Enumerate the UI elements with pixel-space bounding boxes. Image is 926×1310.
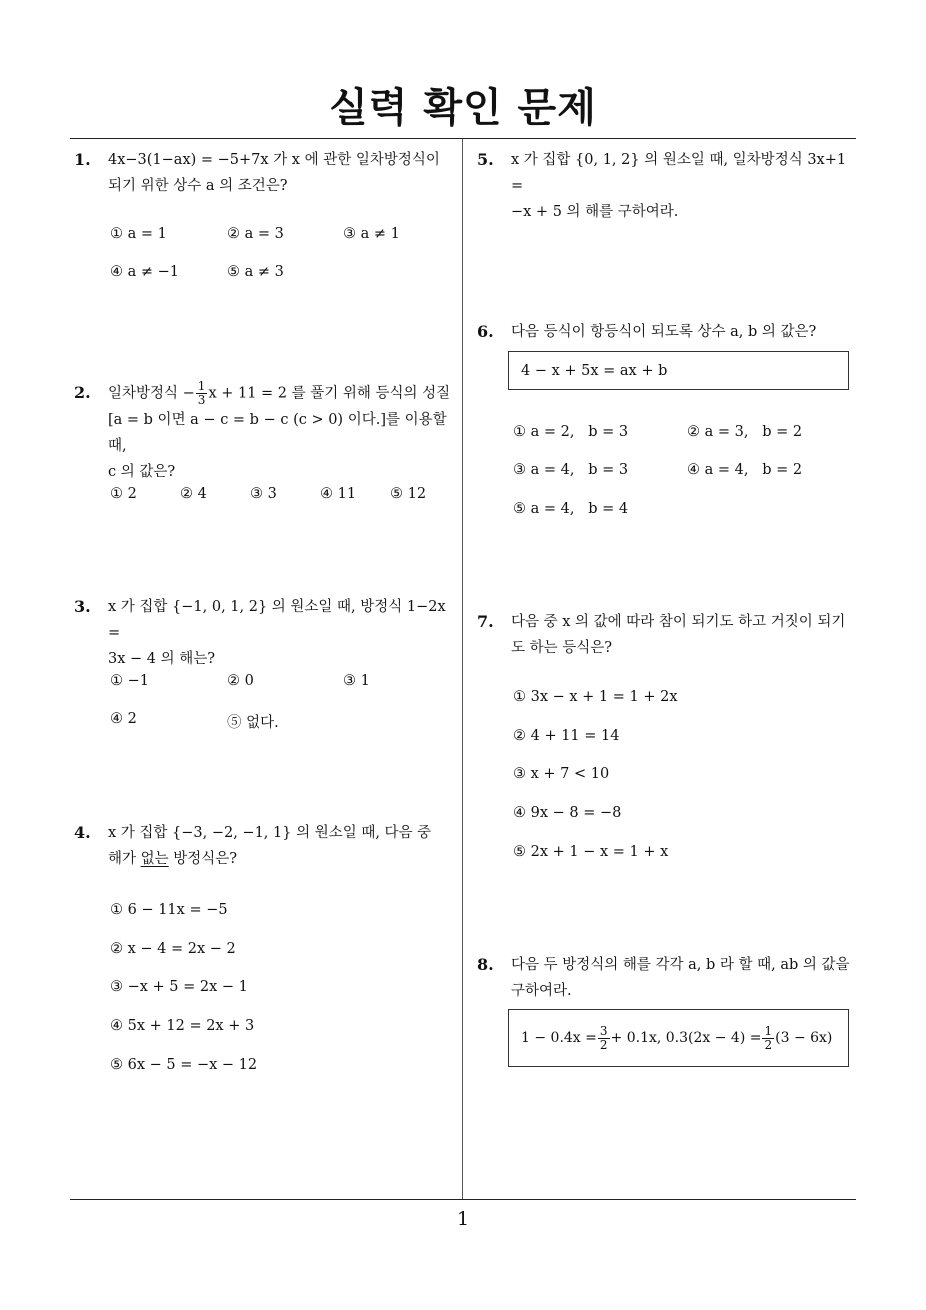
option-1[interactable]: ① 3x − x + 1 = 1 + 2x (513, 689, 678, 705)
option-2[interactable]: ② a = 3, b = 2 (687, 424, 803, 440)
option-3[interactable]: ③ 3 (250, 486, 277, 502)
question-text: 4x−3(1−ax) = −5+7x 가 x 에 관한 일차방정식이 (108, 152, 440, 168)
option-5[interactable]: ⑤ a = 4, b = 4 (513, 501, 629, 517)
column-divider (462, 139, 463, 1199)
question-3 (74, 594, 458, 667)
question-text: 다음 두 방정식의 해를 각각 a, b 라 할 때, ab 의 값을 (511, 957, 850, 973)
question-number: 2. (74, 383, 91, 402)
option-2[interactable]: ② 4 + 11 = 14 (513, 728, 620, 744)
question-text: x + 11 = 2 를 풀기 위해 등식의 성질 (208, 385, 451, 402)
question-text: 다음 중 x 의 값에 따라 참이 되기도 하고 거짓이 되기 (511, 614, 846, 630)
option-5[interactable]: ⑤ 12 (390, 486, 427, 502)
equation-text: 4 − x + 5x = ax + b (521, 362, 668, 379)
top-rule (70, 138, 856, 139)
question-text: 3x − 4 의 해는? (108, 651, 216, 667)
question-text: 구하여라. (511, 983, 572, 999)
fraction: $\frac{1}{3}$ (197, 379, 206, 407)
question-number: 6. (477, 322, 494, 341)
option-4[interactable]: ④ 11 (320, 486, 357, 502)
option-3[interactable]: ③ 1 (343, 673, 370, 689)
equation-box (508, 1009, 849, 1067)
question-6 (477, 319, 861, 349)
option-2[interactable]: ② a = 3 (227, 226, 284, 242)
question-text: c 의 값은? (108, 464, 176, 480)
option-1[interactable]: ① a = 1 (110, 226, 167, 242)
option-5[interactable]: ⑤ a ≠ 3 (227, 264, 284, 280)
option-1[interactable]: ① −1 (110, 673, 149, 689)
option-1[interactable]: ① 6 − 11x = −5 (110, 902, 228, 918)
option-1[interactable]: ① a = 2, b = 3 (513, 424, 629, 440)
bottom-rule (70, 1199, 856, 1200)
question-4 (74, 820, 458, 876)
question-number: 5. (477, 150, 494, 169)
question-text: x 가 집합 {−1, 0, 1, 2} 의 원소일 때, 방정식 1−2x = (108, 599, 446, 641)
option-4[interactable]: ④ a = 4, b = 2 (687, 462, 803, 478)
equation-text: (3 − 6x) (775, 1030, 833, 1046)
option-3[interactable]: ③ −x + 5 = 2x − 1 (110, 979, 248, 995)
question-number: 1. (74, 150, 91, 169)
option-2[interactable]: ② x − 4 = 2x − 2 (110, 941, 236, 957)
question-text: x 가 집합 {0, 1, 2} 의 원소일 때, 일차방정식 3x+1 = (511, 152, 847, 194)
option-4[interactable]: ④ a ≠ −1 (110, 264, 179, 280)
option-4[interactable]: ④ 5x + 12 = 2x + 3 (110, 1018, 255, 1034)
page-title: 실력 확인 문제 (329, 85, 597, 131)
option-3[interactable]: ③ x + 7 < 10 (513, 766, 610, 782)
question-number: 8. (477, 955, 494, 974)
question-text: x 가 집합 {−3, −2, −1, 1} 의 원소일 때, 다음 중 (108, 825, 432, 841)
question-text: −x + 5 의 해를 구하여라. (511, 204, 679, 220)
question-text: 다음 등식이 항등식이 되도록 상수 a, b 의 값은? (511, 324, 817, 340)
option-3[interactable]: ③ a = 4, b = 3 (513, 462, 629, 478)
option-3[interactable]: ③ a ≠ 1 (343, 226, 400, 242)
equation-box (508, 351, 849, 390)
option-2[interactable]: ② 4 (180, 486, 207, 502)
page-number: 1 (456, 1208, 470, 1230)
question-text: 일차방정식 − (108, 385, 195, 402)
question-1 (74, 147, 458, 207)
equation-text: + 0.1x, 0.3(2x − 4) = (610, 1030, 762, 1046)
question-number: 3. (74, 597, 91, 616)
question-number: 7. (477, 612, 494, 631)
option-4[interactable]: ④ 2 (110, 711, 137, 727)
question-number: 4. (74, 823, 91, 842)
option-1[interactable]: ① 2 (110, 486, 137, 502)
underlined-keyword: 없는 (140, 851, 169, 867)
equation-text: 1 − 0.4x = (521, 1030, 597, 1046)
question-text: 되기 위한 상수 a 의 조건은? (108, 178, 288, 194)
question-text: 방정식은? (168, 851, 238, 867)
question-text: 도 하는 등식은? (511, 640, 613, 656)
fraction: $\frac{3}{2}$ (599, 1023, 608, 1052)
fraction: $\frac{1}{2}$ (764, 1023, 773, 1052)
question-7 (477, 609, 861, 665)
question-text: [a = b 이면 a − c = b − c (c > 0) 이다.]를 이용할 때, (108, 412, 447, 454)
question-text: 해가 (108, 851, 141, 867)
question-8 (477, 952, 861, 1008)
option-2[interactable]: ② 0 (227, 673, 254, 689)
question-2 (74, 379, 458, 480)
option-4[interactable]: ④ 9x − 8 = −8 (513, 805, 622, 821)
option-5[interactable]: ⑤ 2x + 1 − x = 1 + x (513, 844, 669, 860)
option-5[interactable]: ⑤ 없다. (227, 715, 279, 731)
option-5[interactable]: ⑤ 6x − 5 = −x − 12 (110, 1057, 258, 1073)
question-5 (477, 147, 861, 220)
